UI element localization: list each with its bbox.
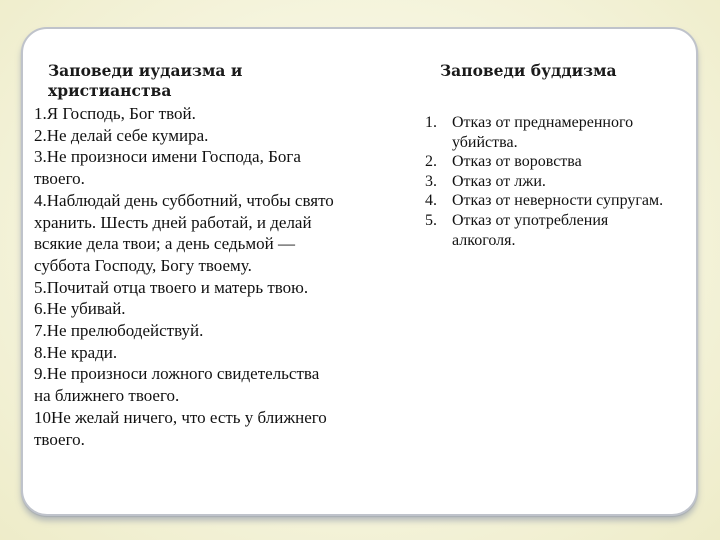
list-item: 5.Почитай отца твоего и матерь твою.: [34, 277, 309, 297]
list-item: 9.Не произноси ложного свидетельства на ближнего твоего.: [34, 364, 320, 406]
list-item: 1.Я Господь, Бог твой.: [34, 104, 196, 123]
list-item-text: Отказ от лжи.: [452, 172, 546, 190]
list-item-number: 4.: [425, 192, 437, 210]
buddhism-precepts-list: [425, 113, 675, 250]
list-item-text: Отказ от неверности супругам.: [452, 192, 664, 210]
list-item: [425, 152, 675, 172]
list-item: 3.Не произноси имени Господа, Бога твоего.: [34, 147, 301, 189]
buddhism-heading: Заповеди буддизма: [440, 61, 617, 80]
list-item: 10Не желай ничего, что есть у ближнего твоего.: [34, 407, 327, 449]
list-item: [425, 113, 675, 152]
list-item-number: 2.: [425, 153, 437, 171]
list-item: [425, 191, 675, 211]
list-item-number: 1.: [425, 114, 437, 131]
list-item: 7.Не прелюбодействуй.: [34, 321, 204, 341]
list-item: [425, 172, 675, 192]
list-item: 2.Не делай себе кумира.: [34, 125, 209, 145]
list-item-text: Отказ от употребления алкоголя.: [452, 211, 609, 249]
list-item: 4.Наблюдай день субботний, чтобы свято хранить. Шесть дней работай, и делай всякие дела твои; а день седьмой — суббота Господу, Богу твоему.: [34, 190, 334, 275]
list-item-text: Отказ от преднамеренного убийства.: [452, 114, 634, 151]
list-item-number: 3.: [425, 172, 437, 190]
list-item-text: Отказ от воровства: [452, 153, 582, 171]
list-item: 6.Не убивай.: [34, 299, 126, 319]
judaism-christianity-heading: Заповеди иудаизма и христианства: [48, 61, 243, 100]
list-item-number: 5.: [425, 211, 437, 229]
list-item: 8.Не кради.: [34, 342, 118, 362]
list-item: [425, 211, 675, 250]
judaism-christianity-commandments-list: [34, 103, 334, 450]
